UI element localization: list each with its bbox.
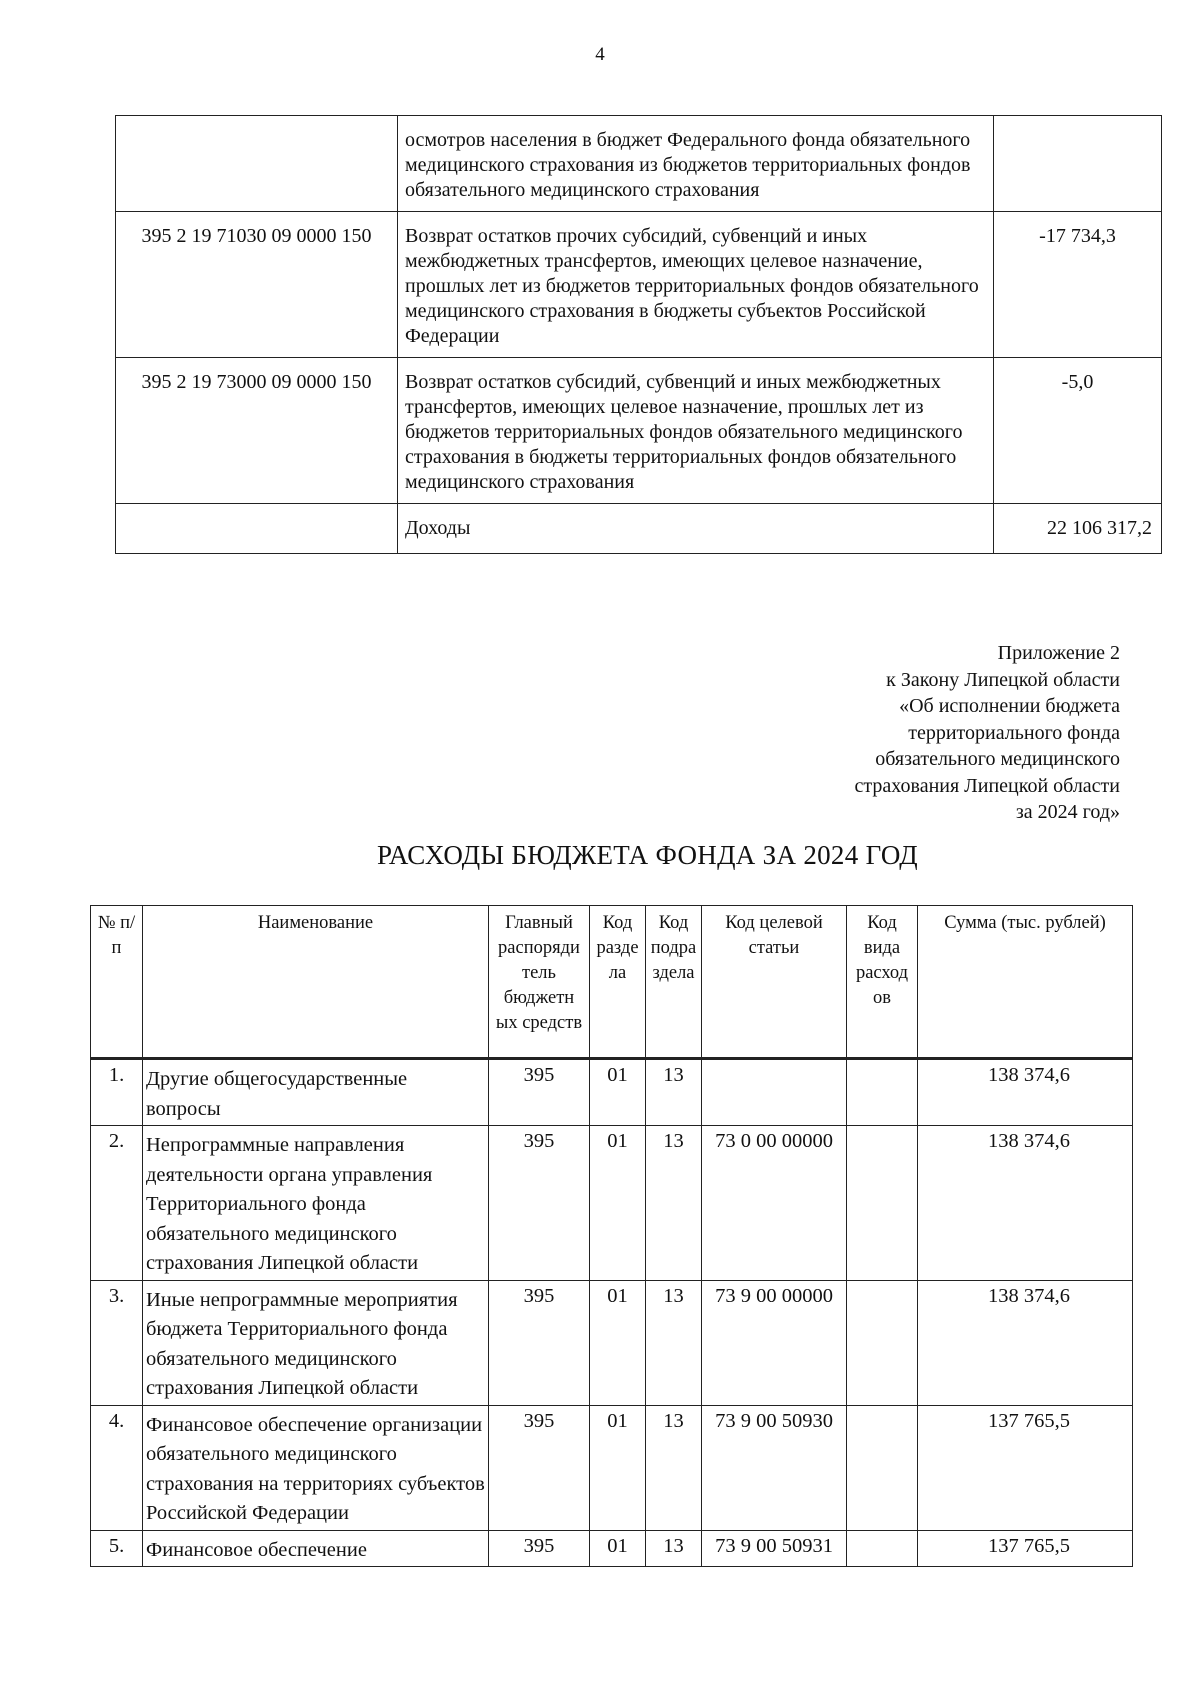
table-row — [116, 358, 1162, 504]
row-num: 3. — [91, 1280, 143, 1405]
row-num: 1. — [91, 1059, 143, 1126]
row-cs: 73 0 00 00000 — [702, 1126, 847, 1281]
row-sum: 138 374,6 — [918, 1126, 1133, 1281]
row-podr: 13 — [646, 1059, 702, 1126]
row-cs: 73 9 00 50931 — [702, 1530, 847, 1567]
row-podr: 13 — [646, 1405, 702, 1530]
header-name: Наименование — [143, 906, 489, 1059]
table-row — [91, 1405, 1133, 1530]
income-total-row — [116, 504, 1162, 554]
row-name: Иные непрограммные мероприятия бюджета Территориального фонда обязательного медицинского страхования Липецкой области — [143, 1280, 489, 1405]
row-podr: 13 — [646, 1126, 702, 1281]
row-sum: 138 374,6 — [918, 1280, 1133, 1405]
row-num: 5. — [91, 1530, 143, 1567]
row-vr — [847, 1530, 918, 1567]
income-description-cell: Возврат остатков субсидий, субвенций и иных межбюджетных трансфертов, имеющих целевое назначение, прошлых лет из бюджетов территориальных фондов обязательного медицинского страхования в бюджеты территориальных фондов обязательного медицинского страхования — [398, 358, 994, 504]
income-code-cell: 395 2 19 71030 09 0000 150 — [116, 212, 398, 358]
row-grbs: 395 — [489, 1530, 590, 1567]
expense-table — [90, 905, 1133, 1567]
row-name: Другие общегосударственные вопросы — [143, 1059, 489, 1126]
table-row — [116, 212, 1162, 358]
income-total-label: Доходы — [398, 504, 994, 554]
income-amount-cell: -17 734,3 — [994, 212, 1162, 358]
row-razd: 01 — [590, 1280, 646, 1405]
row-podr: 13 — [646, 1280, 702, 1405]
income-code-cell: 395 2 19 73000 09 0000 150 — [116, 358, 398, 504]
row-podr: 13 — [646, 1530, 702, 1567]
row-cs — [702, 1059, 847, 1126]
row-vr — [847, 1280, 918, 1405]
appendix-line: «Об исполнении бюджета — [899, 695, 1120, 717]
appendix-line: страхования Липецкой области — [854, 774, 1120, 797]
row-sum: 138 374,6 — [918, 1059, 1133, 1126]
row-razd: 01 — [590, 1405, 646, 1530]
income-total-amount: 22 106 317,2 — [994, 504, 1162, 554]
appendix-line: к Закону Липецкой области — [886, 668, 1120, 691]
row-razd: 01 — [590, 1530, 646, 1567]
row-vr — [847, 1126, 918, 1281]
header-sum: Сумма (тыс. рублей) — [918, 906, 1133, 1059]
income-amount-cell: -5,0 — [994, 358, 1162, 504]
row-razd: 01 — [590, 1059, 646, 1126]
table-row — [91, 1530, 1133, 1567]
header-vr: Код вида расход ов — [847, 906, 918, 1059]
table-row — [91, 1280, 1133, 1405]
row-grbs: 395 — [489, 1126, 590, 1281]
row-sum: 137 765,5 — [918, 1405, 1133, 1530]
row-grbs: 395 — [489, 1059, 590, 1126]
row-razd: 01 — [590, 1126, 646, 1281]
row-vr — [847, 1059, 918, 1126]
appendix-line: территориального фонда — [908, 721, 1120, 744]
row-grbs: 395 — [489, 1405, 590, 1530]
appendix-line: за 2024 год» — [1015, 801, 1120, 823]
section-title: РАСХОДЫ БЮДЖЕТА ФОНДА ЗА 2024 ГОД — [376, 840, 918, 870]
header-podr: Код подра здела — [646, 906, 702, 1059]
income-description-cell: Возврат остатков прочих субсидий, субвенций и иных межбюджетных трансфертов, имеющих целевое назначение, прошлых лет из бюджетов территориальных фондов обязательного медицинского страхования в бюджеты субъектов Российской Федерации — [398, 212, 994, 358]
page-number: 4 — [595, 44, 605, 65]
header-grbs: Главный распоряди тель бюджетн ых средств — [489, 906, 590, 1059]
row-grbs: 395 — [489, 1280, 590, 1405]
income-code-cell — [116, 504, 398, 554]
row-num: 2. — [91, 1126, 143, 1281]
table-row — [91, 1126, 1133, 1281]
row-sum: 137 765,5 — [918, 1530, 1133, 1567]
appendix-block — [855, 640, 1120, 826]
row-name: Финансовое обеспечение организации обязательного медицинского страхования на территориях субъектов Российской Федерации — [143, 1405, 489, 1530]
income-code-cell — [116, 116, 398, 212]
row-name: Непрограммные направления деятельности органа управления Территориального фонда обязательного медицинского страхования Липецкой области — [143, 1126, 489, 1281]
row-cs: 73 9 00 50930 — [702, 1405, 847, 1530]
table-header-row — [91, 906, 1133, 1059]
income-table — [115, 115, 1162, 554]
header-cs: Код целевой статьи — [702, 906, 847, 1059]
income-amount-cell — [994, 116, 1162, 212]
income-description-cell: осмотров населения в бюджет Федерального фонда обязательного медицинского страхования из бюджетов территориальных фондов обязательного медицинского страхования — [398, 116, 994, 212]
table-row — [116, 116, 1162, 212]
row-cs: 73 9 00 00000 — [702, 1280, 847, 1405]
row-name: Финансовое обеспечение — [143, 1530, 489, 1567]
header-razd: Код разде ла — [590, 906, 646, 1059]
row-num: 4. — [91, 1405, 143, 1530]
table-row — [91, 1059, 1133, 1126]
appendix-line: Приложение 2 — [997, 642, 1120, 664]
header-num: № п/п — [91, 906, 143, 1059]
row-vr — [847, 1405, 918, 1530]
appendix-line: обязательного медицинского — [875, 748, 1120, 770]
